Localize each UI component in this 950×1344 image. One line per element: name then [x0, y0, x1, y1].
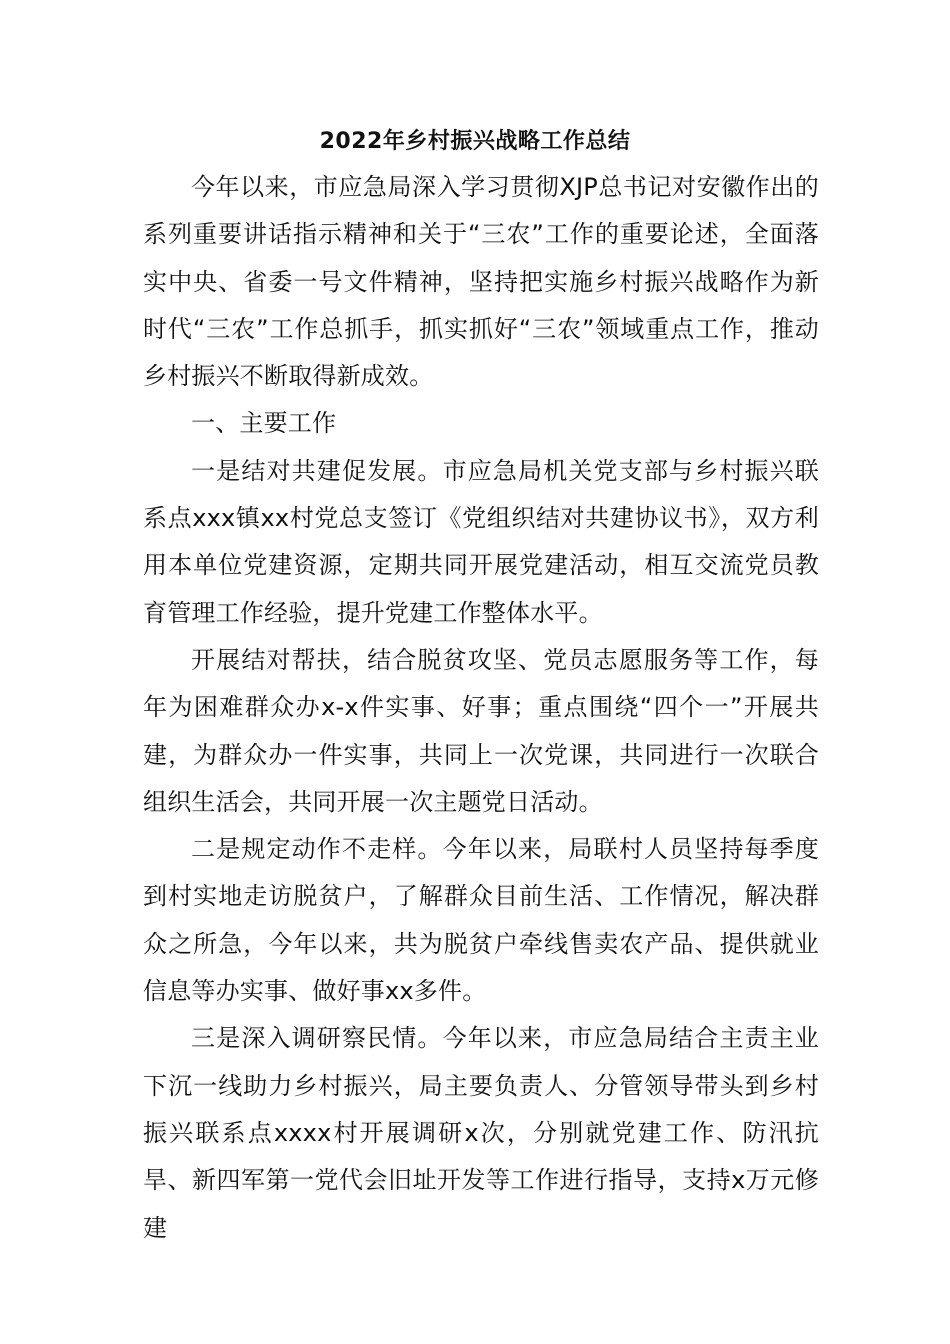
document-title: 2022年乡村振兴战略工作总结 — [319, 129, 631, 154]
paragraph-intro: 今年以来，市应急局深入学习贯彻XJP总书记对安徽作出的系列重要讲话指示精神和关于“三农”工作的重要论述，全面落实中央、省委一号文件精神，坚持把实施乡村振兴战略作为新时代“三农”工作总抓手，抓实抓好“三农”领域重点工作，推动乡村振兴不断取得新成效。 — [143, 173, 819, 391]
paragraph-standard-actions: 二是规定动作不走样。今年以来，局联村人员坚持每季度到村实地走访脱贫户，了解群众目前生活、工作情况，解决群众之所急，今年以来，共为脱贫户牵线售卖农产品、提供就业信息等办实事、做好事xx多件。 — [143, 835, 819, 1006]
paragraph-paired-assistance: 开展结对帮扶，结合脱贫攻坚、党员志愿服务等工作，每年为困难群众办x-x件实事、好事；重点围绕“四个一”开展共建，为群众办一件实事，共同上一次党课，共同进行一次联合组织生活会，共同开展一次主题党日活动。 — [143, 645, 819, 816]
paragraph-pairing-development: 一是结对共建促发展。市应急局机关党支部与乡村振兴联系点xxx镇xx村党总支签订《党组织结对共建协议书》，双方利用本单位党建资源，定期共同开展党建活动，相互交流党员教育管理工作经验，提升党建工作整体水平。 — [143, 456, 819, 627]
document-body — [143, 164, 819, 1252]
section-heading-main-work: 一、主要工作 — [191, 409, 337, 438]
paragraph-field-research: 三是深入调研察民情。今年以来，市应急局结合主责主业下沉一线助力乡村振兴，局主要负责人、分管领导带头到乡村振兴联系点xxxx村开展调研x次，分别就党建工作、防汛抗旱、新四军第一党代会旧址开发等工作进行指导，支持x万元修建 — [143, 1024, 819, 1242]
